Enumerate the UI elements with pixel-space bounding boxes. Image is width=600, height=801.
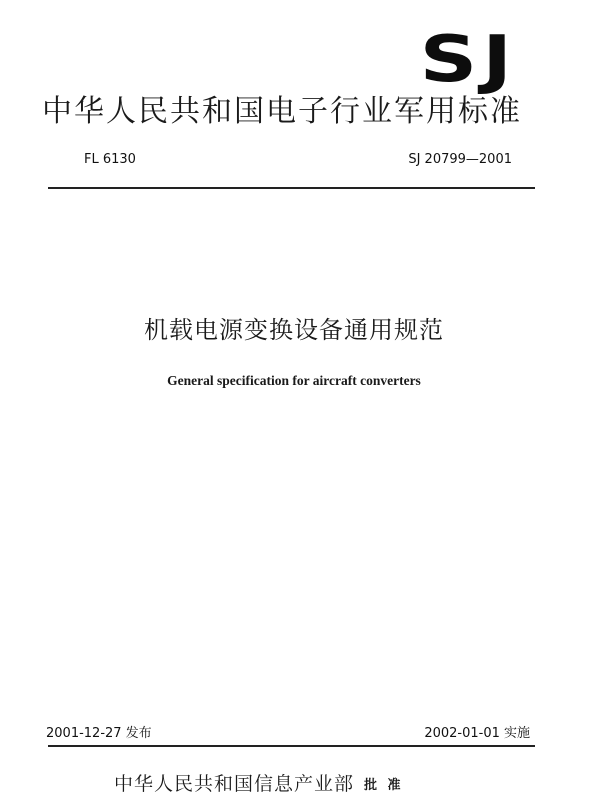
- footer-divider: [48, 745, 535, 747]
- standard-number: SJ 20799—2001: [408, 152, 512, 167]
- issue-date: 2001-12-27 发布: [46, 726, 152, 741]
- sj-logo: SJ: [419, 23, 517, 97]
- header-divider: [48, 187, 535, 189]
- document-title-zh: 机载电源变换设备通用规范: [144, 316, 444, 344]
- issuer-action: 批 准: [364, 778, 404, 793]
- implementation-date: 2002-01-01 实施: [424, 726, 530, 741]
- document-title-en: General specification for aircraft converters: [167, 373, 421, 388]
- issuer-name: 中华人民共和国信息产业部: [114, 773, 355, 795]
- issuing-authority: [114, 770, 404, 800]
- standard-category-title: 中华人民共和国电子行业军用标准: [42, 94, 522, 129]
- classification-code: FL 6130: [84, 152, 136, 167]
